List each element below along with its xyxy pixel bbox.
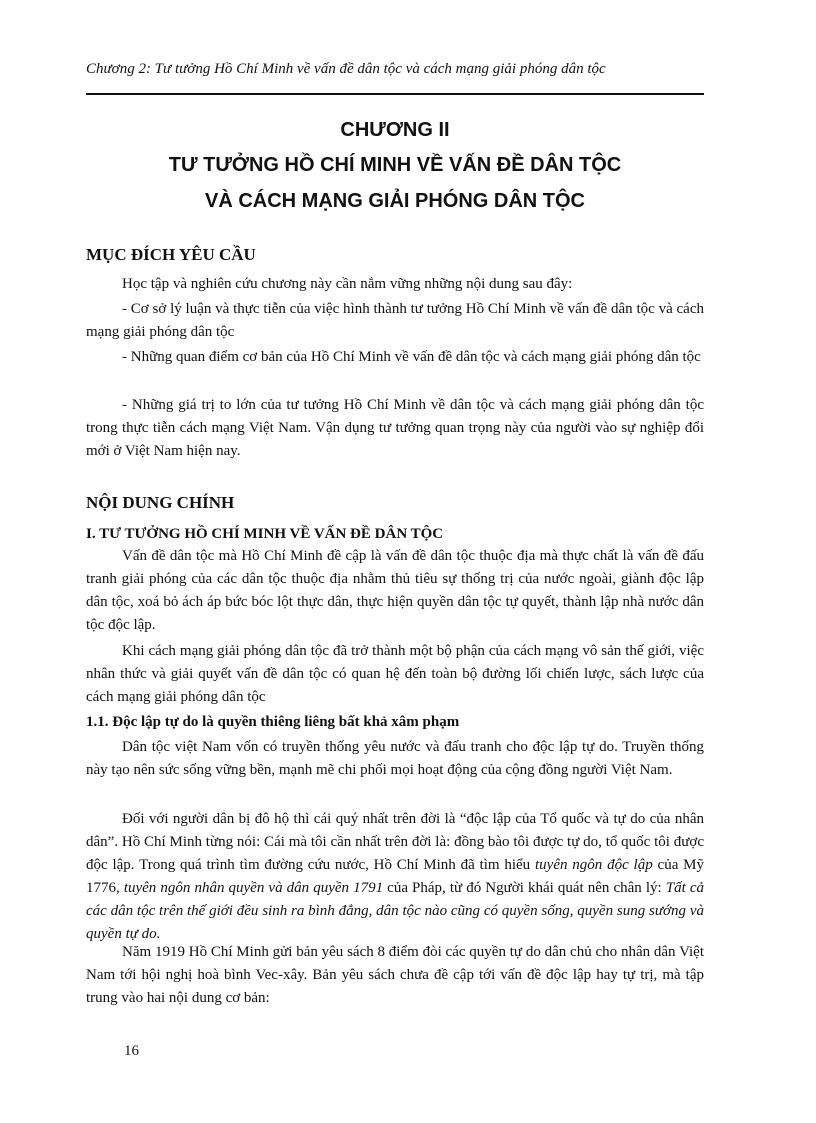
purpose-heading: MỤC ĐÍCH YÊU CẦU <box>86 245 256 264</box>
header-divider <box>86 93 704 95</box>
section-1-heading: I. TƯ TƯỞNG HỒ CHÍ MINH VỀ VẤN ĐỀ DÂN TỘC <box>86 526 444 542</box>
para-2-italic-1: tuyên ngôn độc lập <box>535 857 653 873</box>
section-1-para-1: Vấn đề dân tộc mà Hồ Chí Minh đề cập là vấn đề dân tộc thuộc địa mà thực chất là vấn đề đấu tranh giải phóng của các dân tộc thuộc địa nhằm thủ tiêu sự thống trị của nước ngoài, giành độc lập dân tộc, xoá bỏ ách áp bức bóc lột thực dân, thực hiện quyền dân tộc tự quyết, thành lập nhà nước dân tộc độc lập. <box>86 548 704 633</box>
subsection-1-1-heading: 1.1. Độc lập tự do là quyền thiêng liêng bất khả xâm phạm <box>86 714 460 730</box>
para-2-italic-2: tuyên ngôn nhân quyền và dân quyền 1791 <box>123 880 384 896</box>
subsection-1-1-para-2 <box>86 808 704 946</box>
subsection-1-1-para-1: Dân tộc việt Nam vốn có truyền thống yêu nước và đấu tranh cho độc lập tự do. Truyền thống này tạo nên sức sống vững bền, mạnh mẽ chi phối mọi hoạt động của cộng đồng người Việt Nam. <box>86 739 704 778</box>
chapter-title-line1: TƯ TƯỞNG HỒ CHÍ MINH VỀ VẤN ĐỀ DÂN TỘC <box>168 154 622 176</box>
running-header: Chương 2: Tư tưởng Hồ Chí Minh về vấn đề dân tộc và cách mạng giải phóng dân tộc <box>86 61 606 77</box>
purpose-item-3: - Những giá trị to lớn của tư tưởng Hồ Chí Minh về dân tộc và cách mạng giải phóng dân tộc trong thực tiễn cách mạng Việt Nam. Vận dụng tư tưởng quan trọng này của người vào sự nghiệp đổi mới ở Việt Nam hiện nay. <box>86 397 704 459</box>
chapter-number: CHƯƠNG II <box>340 119 450 141</box>
purpose-item-2: - Những quan điểm cơ bản của Hồ Chí Minh về vấn đề dân tộc và cách mạng giải phóng dân tộc <box>122 349 701 365</box>
page-number: 16 <box>124 1043 139 1059</box>
chapter-title-line2: VÀ CÁCH MẠNG GIẢI PHÓNG DÂN TỘC <box>205 190 585 212</box>
purpose-item-1: - Cơ sở lý luận và thực tiễn của việc hình thành tư tưởng Hồ Chí Minh về vấn đề dân tộc và cách mạng giải phóng dân tộc <box>86 301 704 340</box>
subsection-1-1-para-3: Năm 1919 Hồ Chí Minh gửi bản yêu sách 8 điểm đòi các quyền tự do dân chủ cho nhân dân Việt Nam tới hội nghị hoà bình Vec-xây. Bản yêu sách chưa đề cập tới vấn đề độc lập hay tự trị, mà tập trung vào hai nội dung cơ bản: <box>86 944 704 1006</box>
para-2-text-b: của Mỹ 1776, <box>86 857 704 896</box>
section-1-para-2: Khi cách mạng giải phóng dân tộc đã trở thành một bộ phận của cách mạng vô sản thế giới, việc nhân thức và giải quyết vấn đề dân tộc có quan hệ đến toàn bộ đường lối chiến lược, sách lược của cách mạng giải phóng dân tộc <box>86 643 704 705</box>
purpose-intro: Học tập và nghiên cứu chương này cần nắm vững những nội dung sau đây: <box>122 276 573 292</box>
para-2-text-a: Đối với người dân bị đô hộ thì cái quý nhất trên đời là “độc lập của Tổ quốc và tự do của nhân dân”. Hồ Chí Minh từng nói: Cái mà tôi cần nhất trên đời là: đồng bào tôi được tự do, tổ quốc tôi được độc lập. Trong quá trình tìm đường cứu nước, Hồ Chí Minh đã tìm hiểu <box>86 811 704 873</box>
content-heading: NỘI DUNG CHÍNH <box>86 493 235 512</box>
para-2-text-c: của Pháp, từ đó Người khái quát nên chân lý: <box>383 880 666 896</box>
para-2-italic-3: Tất cả các dân tộc trên thế giới đều sinh ra bình đẳng, dân tộc nào cũng có quyền sống, quyền sung sướng và quyền tự do. <box>86 880 705 942</box>
